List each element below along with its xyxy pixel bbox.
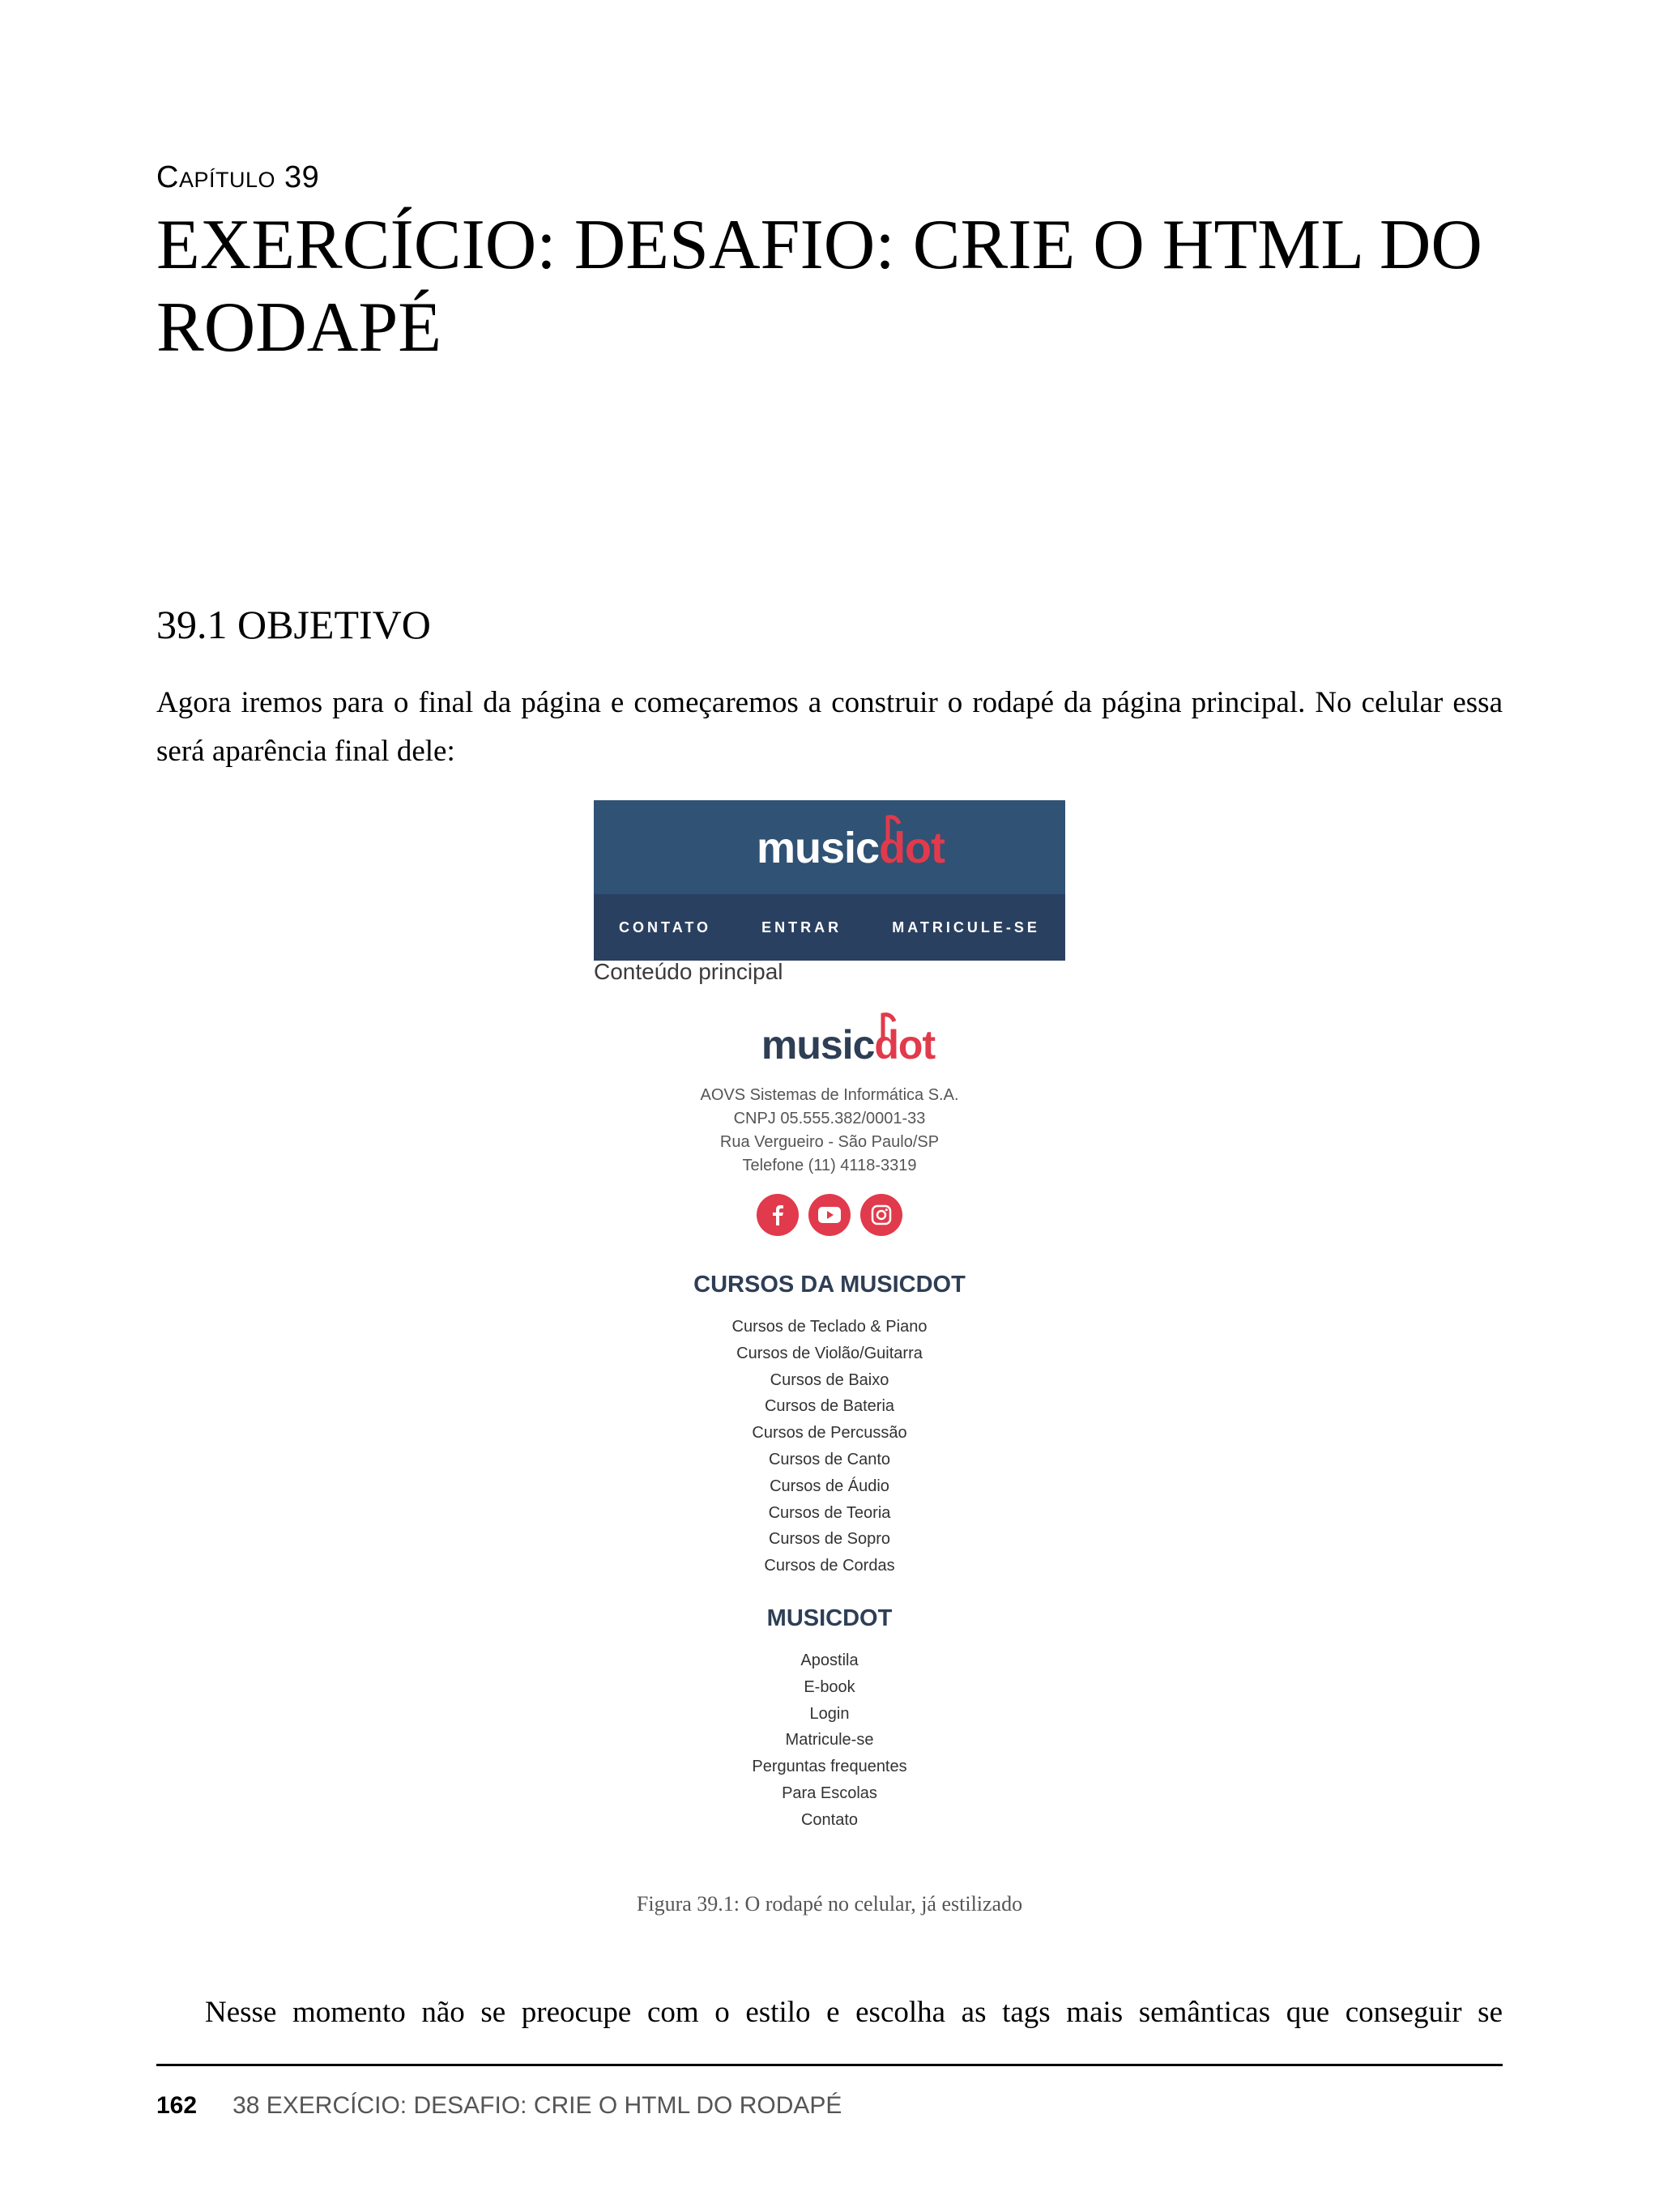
main-content-label: Conteúdo principal [594, 959, 783, 984]
course-link[interactable]: Cursos de Áudio [770, 1477, 889, 1495]
figure-caption: Figura 39.1: O rodapé no celular, já estilizado [636, 1892, 1023, 1916]
facebook-icon[interactable] [757, 1194, 799, 1236]
intro-paragraph: Agora iremos para o final da página e começaremos a construir o rodapé da página principal. No celular essa será aparência final dele: [156, 686, 1503, 768]
company-name: AOVS Sistemas de Informática S.A. [700, 1086, 959, 1104]
social-links [594, 1194, 1065, 1236]
musicdot-link[interactable]: Para Escolas [782, 1784, 877, 1802]
page-number: 162 [156, 2092, 198, 2119]
musicdot-link[interactable]: Perguntas frequentes [752, 1758, 907, 1776]
musicdot-link[interactable]: Apostila [800, 1652, 859, 1669]
courses-title: CURSOS DA MUSICDOT [693, 1272, 966, 1298]
mock-header [594, 800, 1065, 961]
course-link[interactable]: Cursos de Baixo [770, 1370, 889, 1389]
running-head: 38 EXERCÍCIO: DESAFIO: CRIE O HTML DO RODAPÉ [232, 2092, 842, 2119]
course-link[interactable]: Cursos de Violão/Guitarra [736, 1344, 923, 1362]
course-link[interactable]: Cursos de Sopro [768, 1530, 891, 1549]
company-phone: Telefone (11) 4118-3319 [742, 1157, 917, 1174]
course-link[interactable]: Cursos de Cordas [764, 1557, 895, 1575]
youtube-icon[interactable] [808, 1194, 851, 1236]
courses-list [594, 1314, 1065, 1579]
footer-logo[interactable] [594, 1012, 1065, 1077]
section-title: 39.1 OBJETIVO [156, 602, 431, 647]
mock-nav [594, 894, 1065, 961]
footer-figure [594, 800, 1065, 1845]
course-link[interactable]: Cursos de Bateria [764, 1397, 895, 1416]
header-logo[interactable] [594, 812, 1065, 884]
logo-prefix: music [756, 824, 880, 872]
footer-divider [156, 2064, 1503, 2066]
course-link[interactable]: Cursos de Canto [768, 1450, 891, 1468]
music-note-icon [880, 1010, 898, 1042]
course-link[interactable]: Cursos de Teoria [768, 1503, 891, 1522]
musicdot-list [594, 1647, 1065, 1834]
footer-logo-suffix: dot [874, 1022, 936, 1068]
logo-suffix: dot [879, 824, 945, 872]
chapter-title: EXERCÍCIO: DESAFIO: CRIE O HTML DO RODAPÉ [156, 206, 1482, 367]
body-paragraph: Nesse momento não se preocupe com o estilo e escolha as tags mais semânticas que conseguir se [205, 1996, 1503, 2029]
course-link[interactable]: Cursos de Teclado & Piano [731, 1318, 928, 1336]
company-info [594, 1084, 1065, 1178]
footer-logo-prefix: music [761, 1022, 875, 1068]
musicdot-link[interactable]: E-book [804, 1677, 855, 1696]
company-cnpj: CNPJ 05.555.382/0001-33 [733, 1110, 926, 1127]
page-footer [156, 2092, 842, 2120]
nav-matricule[interactable]: MATRICULE-SE [892, 918, 1040, 936]
course-link[interactable]: Cursos de Percussão [752, 1424, 907, 1443]
nav-contato[interactable]: CONTATO [619, 918, 712, 936]
musicdot-title: MUSICDOT [766, 1605, 893, 1631]
musicdot-link[interactable]: Matricule-se [785, 1731, 874, 1750]
company-address: Rua Vergueiro - São Paulo/SP [719, 1133, 940, 1151]
nav-entrar[interactable]: ENTRAR [761, 918, 842, 936]
musicdot-link[interactable]: Contato [800, 1810, 859, 1829]
chapter-label: Capítulo 39 [156, 160, 320, 194]
instagram-icon[interactable] [860, 1194, 902, 1236]
musicdot-link[interactable]: Login [809, 1704, 850, 1723]
